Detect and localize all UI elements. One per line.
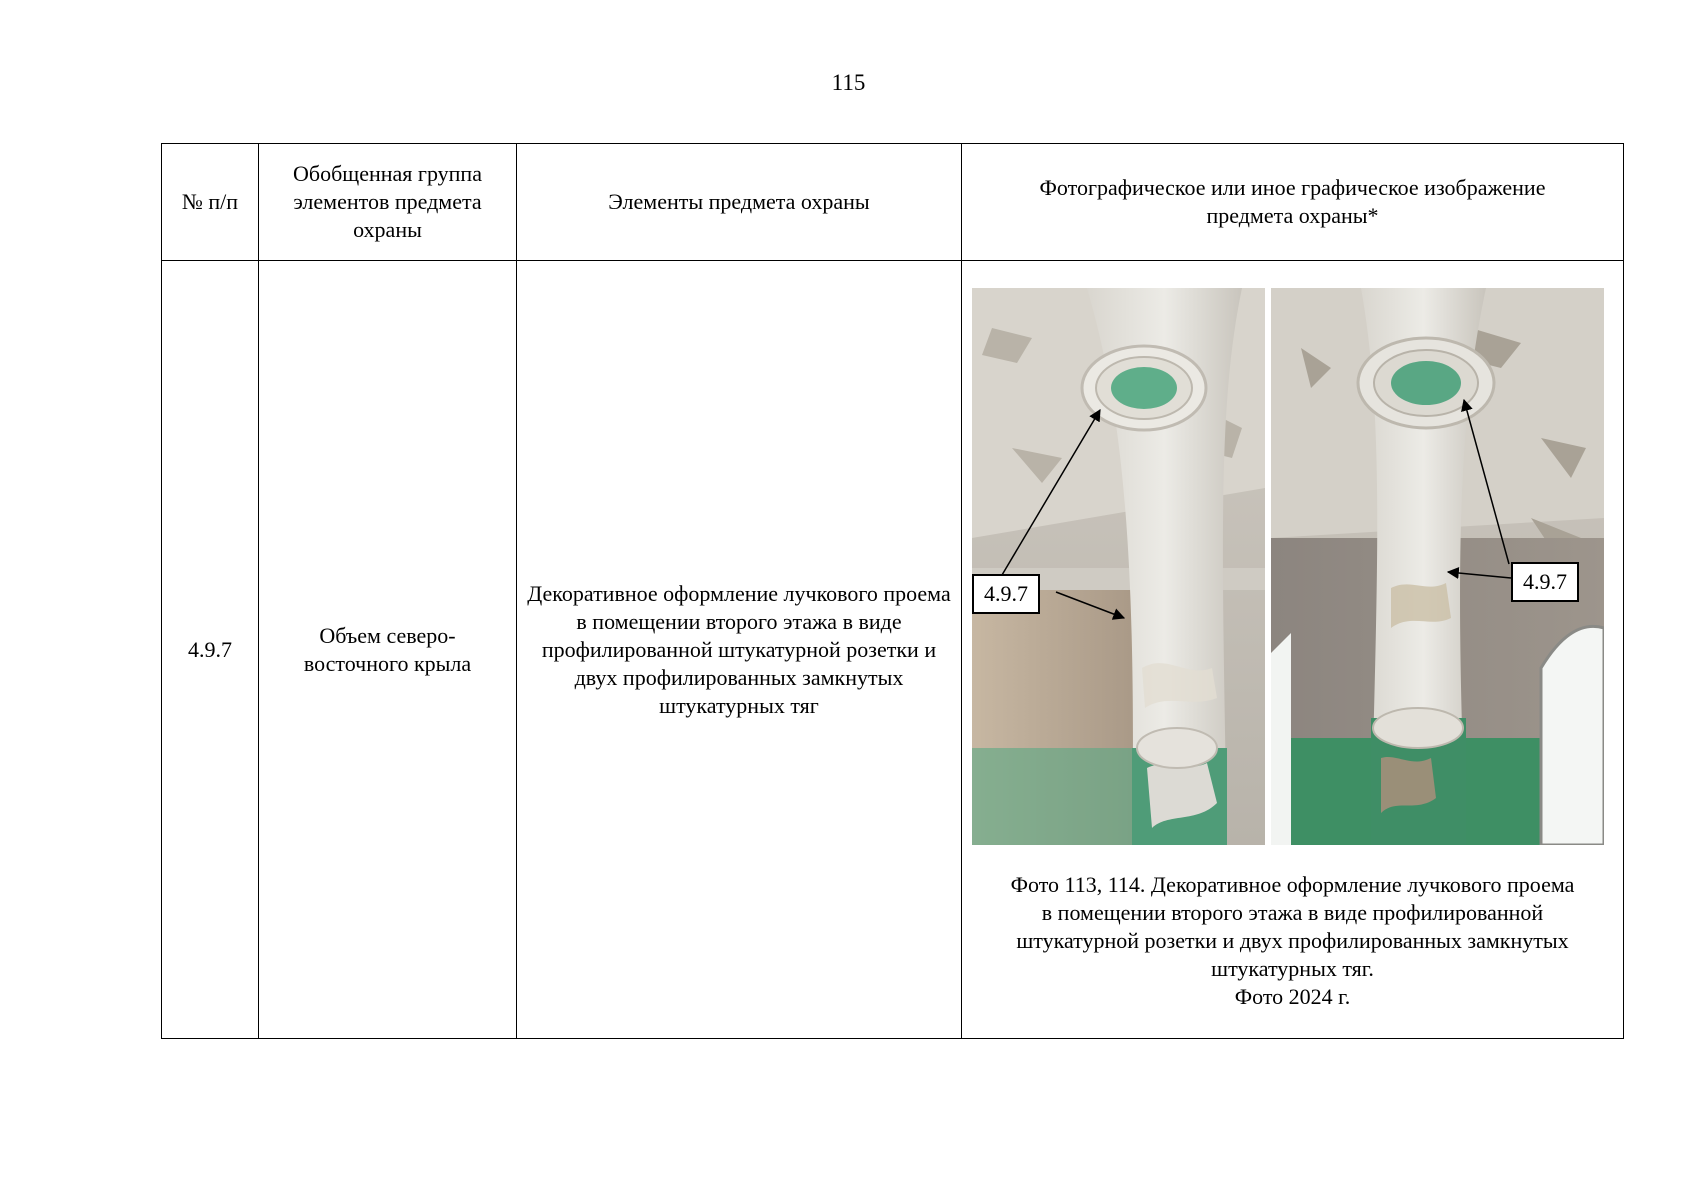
table-row: [162, 261, 1624, 1039]
caption-line: Фото 2024 г.: [1234, 984, 1351, 1009]
row-number: 4.9.7: [162, 261, 259, 1039]
page-number: 115: [831, 70, 866, 95]
header-elements: Элементы предмета охраны: [517, 144, 962, 261]
photo-caption: [962, 871, 1623, 1011]
header-photo: Фотографическое или иное графическое изображение предмета охраны*: [962, 144, 1624, 261]
caption-line: штукатурных тяг.: [1211, 956, 1374, 981]
caption-line: штукатурной розетки и двух профилированных замкнутых: [1016, 928, 1569, 953]
photo-113: [972, 288, 1265, 845]
header-group: Обобщенная группа элементов предмета охраны: [259, 144, 517, 261]
row-group: Объем северо-восточного крыла: [259, 261, 517, 1039]
photo-illustration: [972, 288, 1604, 845]
header-number: № п/п: [162, 144, 259, 261]
protection-table: [161, 143, 1624, 1039]
row-photo-cell: [962, 261, 1624, 1039]
caption-line: Фото 113, 114. Декоративное оформление лучкового проема: [1010, 872, 1575, 897]
row-element: Декоративное оформление лучкового проема в помещении второго этажа в виде профилированной штукатурной розетки и двух профилированных замкнутых штукатурных тяг: [517, 261, 962, 1039]
caption-line: в помещении второго этажа в виде профилированной: [1041, 900, 1544, 925]
callout-left: 4.9.7: [972, 574, 1040, 614]
callout-right: 4.9.7: [1511, 562, 1579, 602]
table-header-row: [162, 144, 1624, 261]
photo-pair: [972, 288, 1604, 845]
